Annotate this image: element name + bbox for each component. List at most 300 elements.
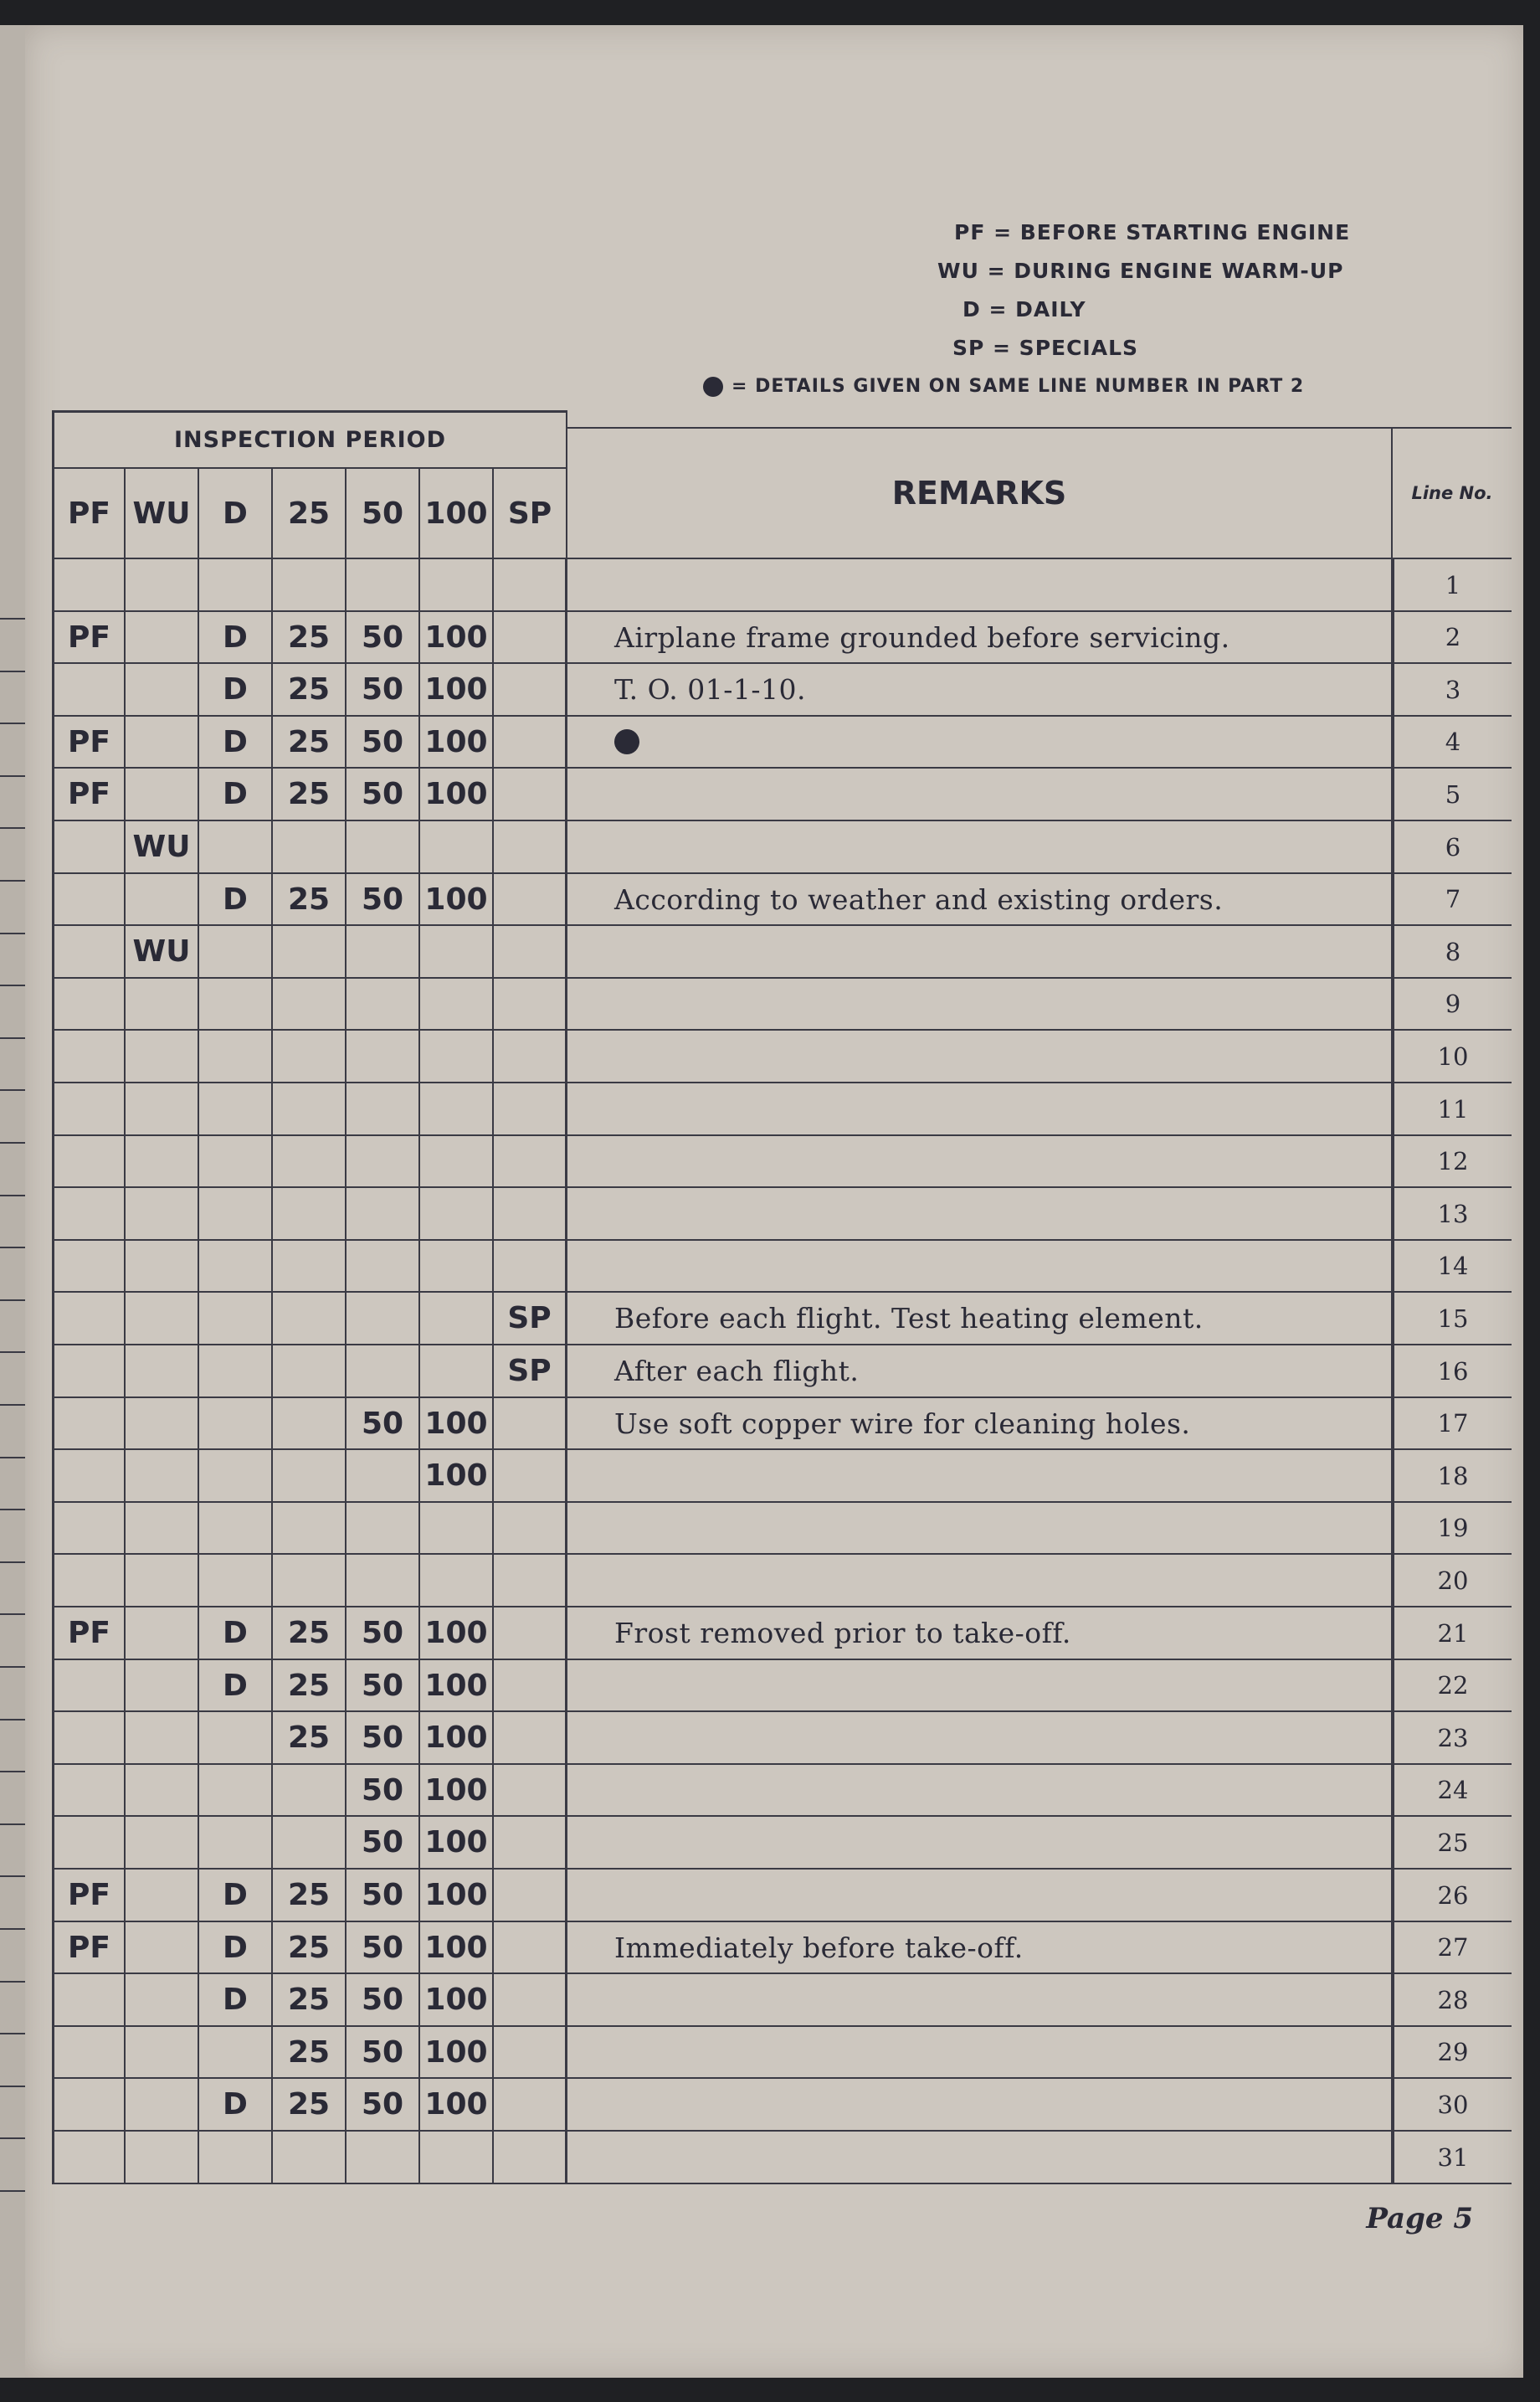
table-cell xyxy=(494,874,567,926)
legend-d: D = DAILY xyxy=(963,297,1086,321)
column-header-wu: WU xyxy=(126,469,199,559)
table-cell: 50 xyxy=(346,612,420,664)
margin-tick xyxy=(0,618,25,620)
table-cell xyxy=(346,1188,420,1241)
table-cell xyxy=(273,1503,346,1555)
table-cell xyxy=(126,1555,199,1607)
table-cell xyxy=(273,559,346,612)
margin-tick xyxy=(0,827,25,829)
margin-tick xyxy=(0,1981,25,1983)
line-number: 20 xyxy=(1393,1555,1512,1607)
table-cell: 25 xyxy=(273,2079,346,2132)
table-cell xyxy=(126,2079,199,2132)
table-cell xyxy=(273,1765,346,1817)
table-cell xyxy=(273,1293,346,1345)
remark-cell xyxy=(567,1870,1393,1922)
table-cell: 100 xyxy=(420,1607,494,1660)
table-cell: 25 xyxy=(273,769,346,821)
table-cell xyxy=(273,1083,346,1136)
table-cell: 100 xyxy=(420,1922,494,1974)
table-cell xyxy=(494,1083,567,1136)
line-no-header: Line No. xyxy=(1393,427,1512,559)
remark-cell xyxy=(567,559,1393,612)
line-number: 31 xyxy=(1393,2132,1512,2184)
line-number: 9 xyxy=(1393,979,1512,1031)
line-number: 23 xyxy=(1393,1712,1512,1765)
table-cell: 100 xyxy=(420,1870,494,1922)
line-number: 13 xyxy=(1393,1188,1512,1241)
remark-cell: Immediately before take-off. xyxy=(567,1922,1393,1974)
table-cell xyxy=(273,1188,346,1241)
table-cell: PF xyxy=(52,769,126,821)
table-cell xyxy=(420,1345,494,1398)
line-number: 2 xyxy=(1393,612,1512,664)
table-cell xyxy=(346,1345,420,1398)
table-cell xyxy=(494,1922,567,1974)
table-cell xyxy=(420,559,494,612)
line-number: 7 xyxy=(1393,874,1512,926)
table-cell xyxy=(346,559,420,612)
line-number: 30 xyxy=(1393,2079,1512,2132)
table-cell xyxy=(494,1555,567,1607)
legend-sp: SP = SPECIALS xyxy=(952,336,1139,360)
table-cell xyxy=(199,1503,273,1555)
margin-tick xyxy=(0,1771,25,1772)
table-cell xyxy=(126,1293,199,1345)
line-number: 5 xyxy=(1393,769,1512,821)
remark-cell xyxy=(567,1817,1393,1870)
remark-cell xyxy=(567,2027,1393,2079)
line-number: 11 xyxy=(1393,1083,1512,1136)
table-cell xyxy=(420,821,494,874)
table-cell xyxy=(52,1293,126,1345)
margin-tick xyxy=(0,1195,25,1196)
margin-tick xyxy=(0,1666,25,1668)
table-cell: 100 xyxy=(420,1398,494,1450)
table-cell xyxy=(494,1450,567,1503)
table-cell: 50 xyxy=(346,1870,420,1922)
column-header-50: 50 xyxy=(346,469,420,559)
table-cell: 25 xyxy=(273,1660,346,1712)
table-cell xyxy=(52,1974,126,2027)
table-cell: PF xyxy=(52,1870,126,1922)
table-cell: PF xyxy=(52,1607,126,1660)
line-number: 22 xyxy=(1393,1660,1512,1712)
remark-cell: Frost removed prior to take-off. xyxy=(567,1607,1393,1660)
remark-cell xyxy=(567,979,1393,1031)
remark-cell xyxy=(567,2079,1393,2132)
bullet-dot-icon xyxy=(614,729,639,754)
legend xyxy=(703,213,1423,406)
table-cell xyxy=(199,2132,273,2184)
table-cell: D xyxy=(199,1607,273,1660)
table-cell: 25 xyxy=(273,2027,346,2079)
line-number: 29 xyxy=(1393,2027,1512,2079)
table-cell xyxy=(199,1136,273,1188)
table-cell xyxy=(346,1293,420,1345)
table-cell xyxy=(52,2079,126,2132)
margin-tick xyxy=(0,1457,25,1458)
table-cell xyxy=(494,926,567,979)
table-cell: 25 xyxy=(273,1712,346,1765)
line-number: 28 xyxy=(1393,1974,1512,2027)
table-cell xyxy=(52,979,126,1031)
table-cell xyxy=(199,1817,273,1870)
table-cell xyxy=(199,1031,273,1083)
legend-wu: WU = DURING ENGINE WARM-UP xyxy=(937,259,1344,283)
table-cell xyxy=(494,1503,567,1555)
table-cell: 50 xyxy=(346,1974,420,2027)
line-number: 21 xyxy=(1393,1607,1512,1660)
margin-tick xyxy=(0,2086,25,2087)
table-cell: D xyxy=(199,664,273,717)
table-cell xyxy=(199,1555,273,1607)
table-cell xyxy=(346,1241,420,1293)
table-cell xyxy=(494,612,567,664)
table-cell xyxy=(273,1345,346,1398)
line-number: 4 xyxy=(1393,717,1512,769)
margin-tick xyxy=(0,1142,25,1144)
table-cell xyxy=(199,559,273,612)
table-cell xyxy=(199,1398,273,1450)
table-cell xyxy=(346,1031,420,1083)
table-cell: 100 xyxy=(420,1450,494,1503)
table-cell xyxy=(494,1660,567,1712)
table-cell: 50 xyxy=(346,1765,420,1817)
table-cell xyxy=(494,717,567,769)
table-cell xyxy=(126,1188,199,1241)
table-cell xyxy=(420,926,494,979)
table-cell: 100 xyxy=(420,717,494,769)
table-cell: D xyxy=(199,1974,273,2027)
margin-tick xyxy=(0,1613,25,1615)
table-cell xyxy=(199,1241,273,1293)
line-number: 25 xyxy=(1393,1817,1512,1870)
table-cell xyxy=(52,1345,126,1398)
table-cell: D xyxy=(199,1922,273,1974)
remark-cell: After each flight. xyxy=(567,1345,1393,1398)
table-cell xyxy=(494,769,567,821)
table-cell xyxy=(52,1083,126,1136)
table-cell xyxy=(199,1765,273,1817)
table-cell xyxy=(199,821,273,874)
table-cell xyxy=(126,1870,199,1922)
table-cell xyxy=(273,1031,346,1083)
table-cell xyxy=(494,1607,567,1660)
line-number: 1 xyxy=(1393,559,1512,612)
table-cell: D xyxy=(199,612,273,664)
remark-cell xyxy=(567,1555,1393,1607)
table-cell: WU xyxy=(126,926,199,979)
table-cell: 50 xyxy=(346,1660,420,1712)
table-cell: 100 xyxy=(420,1660,494,1712)
table-cell: 25 xyxy=(273,874,346,926)
table-cell: PF xyxy=(52,717,126,769)
margin-tick xyxy=(0,723,25,724)
table-cell xyxy=(126,1503,199,1555)
table-cell xyxy=(126,664,199,717)
table-cell xyxy=(494,559,567,612)
line-number: 17 xyxy=(1393,1398,1512,1450)
table-cell: 100 xyxy=(420,664,494,717)
table-cell xyxy=(52,1555,126,1607)
remark-cell: Use soft copper wire for cleaning holes. xyxy=(567,1398,1393,1450)
table-cell: SP xyxy=(494,1293,567,1345)
table-cell: 50 xyxy=(346,874,420,926)
table-cell xyxy=(126,1974,199,2027)
remark-cell xyxy=(567,1765,1393,1817)
table-cell: 100 xyxy=(420,1974,494,2027)
margin-tick xyxy=(0,1719,25,1720)
remark-cell xyxy=(567,1450,1393,1503)
table-cell xyxy=(346,1136,420,1188)
table-cell xyxy=(273,1555,346,1607)
remark-cell xyxy=(567,1503,1393,1555)
column-header-25: 25 xyxy=(273,469,346,559)
table-cell xyxy=(494,664,567,717)
table-cell: D xyxy=(199,1870,273,1922)
table-cell xyxy=(420,1083,494,1136)
margin-tick xyxy=(0,1247,25,1248)
table-cell xyxy=(420,1555,494,1607)
table-cell xyxy=(52,821,126,874)
table-cell xyxy=(52,1241,126,1293)
margin-tick xyxy=(0,2033,25,2034)
remark-cell xyxy=(567,926,1393,979)
line-number: 18 xyxy=(1393,1450,1512,1503)
table-cell xyxy=(126,874,199,926)
table-cell xyxy=(52,2027,126,2079)
legend-dot-row xyxy=(703,368,1423,406)
margin-tick xyxy=(0,1037,25,1039)
margin-tick xyxy=(0,1089,25,1091)
table-cell xyxy=(199,1293,273,1345)
table-cell xyxy=(346,1083,420,1136)
table-cell: D xyxy=(199,769,273,821)
remark-cell xyxy=(567,1136,1393,1188)
table-cell xyxy=(494,1765,567,1817)
table-cell xyxy=(52,2132,126,2184)
table-cell: 25 xyxy=(273,717,346,769)
margin-tick xyxy=(0,1299,25,1301)
margin-tick xyxy=(0,775,25,777)
margin-tick xyxy=(0,985,25,986)
table-cell: 50 xyxy=(346,1398,420,1450)
table-cell xyxy=(52,1398,126,1450)
table-cell: 50 xyxy=(346,717,420,769)
table-cell: WU xyxy=(126,821,199,874)
margin-tick xyxy=(0,1509,25,1510)
line-number: 10 xyxy=(1393,1031,1512,1083)
table-cell xyxy=(273,926,346,979)
table-cell xyxy=(126,1083,199,1136)
table-cell xyxy=(126,1817,199,1870)
table-cell xyxy=(273,1450,346,1503)
remark-cell xyxy=(567,1712,1393,1765)
table-cell xyxy=(346,1503,420,1555)
table-cell: 25 xyxy=(273,1870,346,1922)
table-cell xyxy=(494,979,567,1031)
table-cell xyxy=(346,926,420,979)
table-cell xyxy=(126,559,199,612)
margin-tick xyxy=(0,1823,25,1825)
table-cell: PF xyxy=(52,612,126,664)
table-cell xyxy=(126,1398,199,1450)
margin-tick xyxy=(0,933,25,934)
remark-cell xyxy=(567,717,1393,769)
column-header-100: 100 xyxy=(420,469,494,559)
table-cell xyxy=(126,2132,199,2184)
table-cell xyxy=(494,2027,567,2079)
table-cell xyxy=(199,979,273,1031)
remarks-header: REMARKS xyxy=(567,427,1393,559)
margin-tick xyxy=(0,880,25,882)
table-cell xyxy=(126,717,199,769)
table-cell: 25 xyxy=(273,612,346,664)
bullet-dot-icon xyxy=(703,377,723,397)
table-cell xyxy=(346,2132,420,2184)
table-cell: 100 xyxy=(420,2079,494,2132)
remark-cell xyxy=(567,2132,1393,2184)
table-cell xyxy=(273,821,346,874)
table-cell xyxy=(52,1765,126,1817)
table-cell: 25 xyxy=(273,1607,346,1660)
margin-tick xyxy=(0,2190,25,2192)
table-cell: D xyxy=(199,717,273,769)
table-cell xyxy=(52,1660,126,1712)
table-cell xyxy=(273,1398,346,1450)
table-cell: 50 xyxy=(346,1607,420,1660)
line-number: 19 xyxy=(1393,1503,1512,1555)
table-cell: 50 xyxy=(346,2079,420,2132)
table-cell: D xyxy=(199,874,273,926)
column-header-pf: PF xyxy=(52,469,126,559)
line-number: 14 xyxy=(1393,1241,1512,1293)
remark-cell xyxy=(567,1031,1393,1083)
table-cell xyxy=(346,821,420,874)
table-cell xyxy=(420,1241,494,1293)
table-cell xyxy=(126,1712,199,1765)
line-number: 3 xyxy=(1393,664,1512,717)
table-cell xyxy=(494,1398,567,1450)
table-cell xyxy=(126,1031,199,1083)
table-cell: 50 xyxy=(346,2027,420,2079)
table-cell xyxy=(199,1712,273,1765)
margin-tick xyxy=(0,1561,25,1563)
line-number: 15 xyxy=(1393,1293,1512,1345)
table-cell xyxy=(52,926,126,979)
table-cell xyxy=(52,1188,126,1241)
remark-cell xyxy=(567,821,1393,874)
table-cell xyxy=(126,612,199,664)
table-cell: 50 xyxy=(346,664,420,717)
table-cell: 100 xyxy=(420,874,494,926)
table-cell: 25 xyxy=(273,1974,346,2027)
remark-cell xyxy=(567,1660,1393,1712)
legend-pf: PF = BEFORE STARTING ENGINE xyxy=(954,220,1351,244)
table-cell xyxy=(494,1031,567,1083)
table-cell: 100 xyxy=(420,1817,494,1870)
table-cell xyxy=(494,1712,567,1765)
table-cell xyxy=(494,1817,567,1870)
table-cell xyxy=(52,1503,126,1555)
table-cell xyxy=(52,1031,126,1083)
table-cell xyxy=(199,1450,273,1503)
margin-tick xyxy=(0,671,25,672)
table-cell: D xyxy=(199,1660,273,1712)
table-cell xyxy=(494,1136,567,1188)
table-cell xyxy=(52,1450,126,1503)
table-cell xyxy=(199,1345,273,1398)
margin-tick xyxy=(0,1875,25,1877)
line-number: 16 xyxy=(1393,1345,1512,1398)
table-cell xyxy=(494,2132,567,2184)
table-cell: 100 xyxy=(420,612,494,664)
table-cell xyxy=(420,979,494,1031)
table-cell xyxy=(346,1450,420,1503)
table-cell xyxy=(420,1293,494,1345)
table-cell xyxy=(126,1450,199,1503)
table-cell: 50 xyxy=(346,1922,420,1974)
table-cell xyxy=(420,1188,494,1241)
table-cell: SP xyxy=(494,1345,567,1398)
table-cell xyxy=(199,2027,273,2079)
table-cell: 100 xyxy=(420,1765,494,1817)
line-number: 12 xyxy=(1393,1136,1512,1188)
table-cell xyxy=(126,1607,199,1660)
margin-tick xyxy=(0,1351,25,1353)
table-cell xyxy=(199,926,273,979)
table-cell: 25 xyxy=(273,1922,346,1974)
table-cell: 100 xyxy=(420,1712,494,1765)
table-cell: 50 xyxy=(346,1817,420,1870)
table-cell xyxy=(126,769,199,821)
table-cell xyxy=(273,1817,346,1870)
table-cell xyxy=(420,2132,494,2184)
table-cell xyxy=(52,874,126,926)
table-cell xyxy=(346,1555,420,1607)
remark-cell xyxy=(567,1974,1393,2027)
line-number: 6 xyxy=(1393,821,1512,874)
remark-cell xyxy=(567,1241,1393,1293)
table-cell xyxy=(126,979,199,1031)
column-header-d: D xyxy=(199,469,273,559)
legend-dot-text: = DETAILS GIVEN ON SAME LINE NUMBER IN PART 2 xyxy=(732,376,1305,397)
margin-tick xyxy=(0,2137,25,2139)
remark-cell xyxy=(567,1188,1393,1241)
table-cell xyxy=(126,1922,199,1974)
column-header-sp: SP xyxy=(494,469,567,559)
table-cell xyxy=(494,1188,567,1241)
inspection-period-header: INSPECTION PERIOD xyxy=(52,410,567,469)
table-cell xyxy=(126,1660,199,1712)
margin-tick xyxy=(0,1404,25,1406)
line-number: 26 xyxy=(1393,1870,1512,1922)
table-cell xyxy=(126,1136,199,1188)
table-cell xyxy=(494,821,567,874)
line-number: 24 xyxy=(1393,1765,1512,1817)
table-cell: 100 xyxy=(420,769,494,821)
table-cell xyxy=(52,1817,126,1870)
table-cell xyxy=(494,2079,567,2132)
table-cell: D xyxy=(199,2079,273,2132)
table-cell xyxy=(420,1031,494,1083)
page-number: Page 5 xyxy=(1366,2202,1473,2235)
line-number: 8 xyxy=(1393,926,1512,979)
table-cell xyxy=(52,559,126,612)
remark-cell: Airplane frame grounded before servicing. xyxy=(567,612,1393,664)
table-cell xyxy=(494,1974,567,2027)
